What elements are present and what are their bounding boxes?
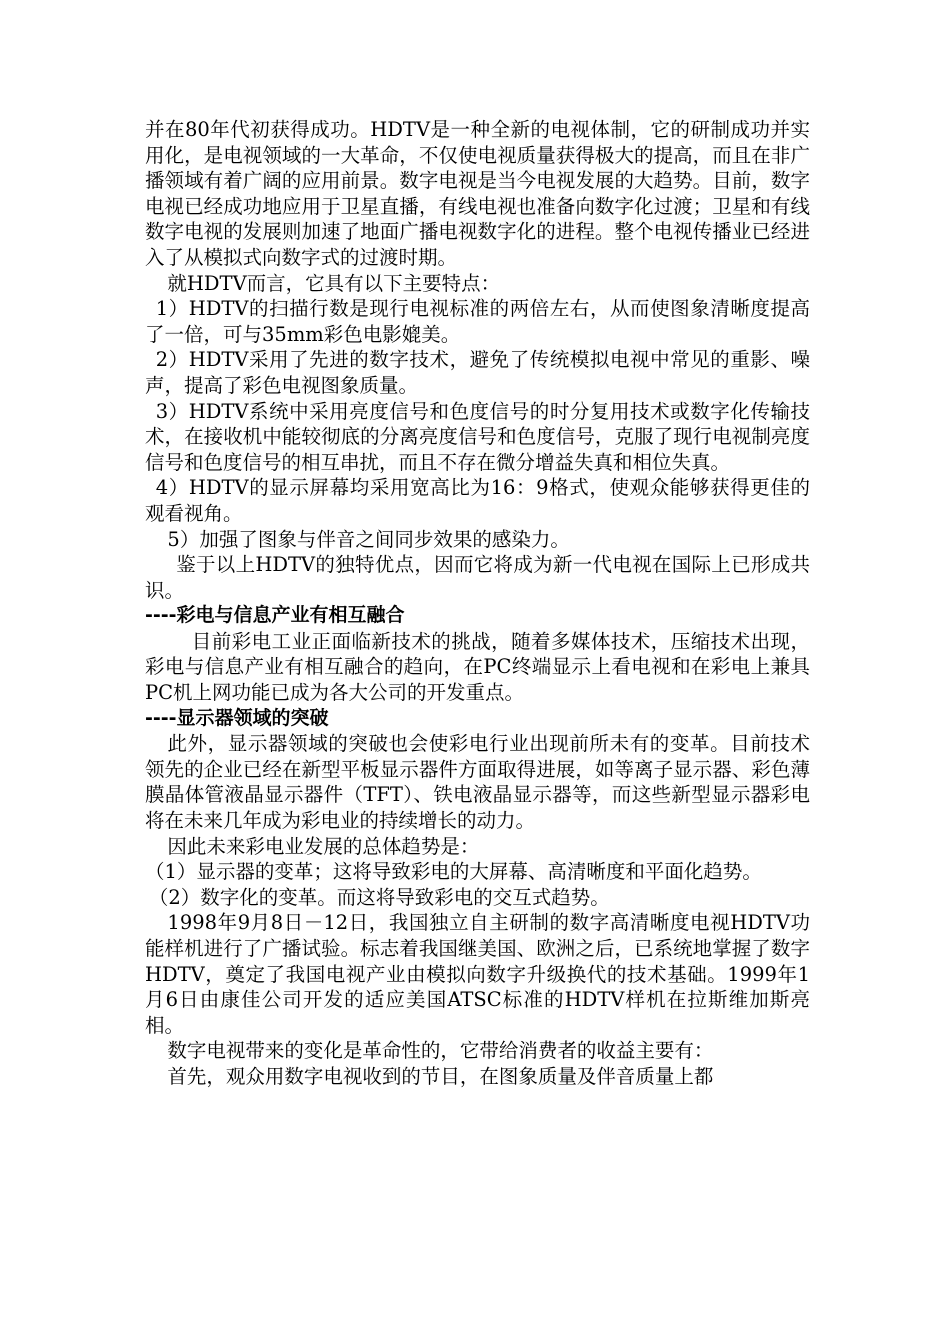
paragraph: 1998年9月8日－12日，我国独立自主研制的数字高清晰度电视HDTV功能样机进行了广播试验。标志着我国继美国、欧洲之后，已系统地掌握了数字HDTV，奠定了我国电视产业由模拟向数字升级换代的技术基础。1999年1月6日由康佳公司开发的适应美国ATSC标准的HDTV样机在拉斯维加斯亮相。 xyxy=(145,911,810,1037)
paragraph: 数字电视带来的变化是革命性的，它带给消费者的收益主要有： xyxy=(167,1039,714,1063)
paragraph: 并在80年代初获得成功。HDTV是一种全新的电视体制，它的研制成功并实用化，是电视领域的一大革命，不仅使电视质量获得极大的提高，而且在非广播领域有着广阔的应用前景。数字电视是当今电视发展的大趋势。目前，数字电视已经成功地应用于卫星直播，有线电视也准备向数字化过渡；卫星和有线数字电视的发展则加速了地面广播电视数字化的进程。整个电视传播业已经进入了从模拟式向数字式的过渡时期。 xyxy=(145,118,810,269)
paragraph: 鉴于以上HDTV的独特优点，因而它将成为新一代电视在国际上已形成共识。 xyxy=(145,553,810,602)
document-page xyxy=(145,117,810,1090)
paragraph: 首先，观众用数字电视收到的节目，在图象质量及伴音质量上都 xyxy=(167,1064,714,1088)
paragraph: 因此未来彩电业发展的总体趋势是： xyxy=(167,834,480,858)
list-item: （2）数字化的变革。而这将导致彩电的交互式趋势。 xyxy=(148,885,610,909)
list-item: 3）HDTV系统中采用亮度信号和色度信号的时分复用技术或数字化传输技术，在接收机中能较彻底的分离亮度信号和色度信号，克服了现行电视制亮度信号和色度信号的相互串扰，而且不存在微分增益失真和相位失真。 xyxy=(145,399,810,474)
paragraph: 此外，显示器领域的突破也会使彩电行业出现前所未有的变革。目前技术领先的企业已经在新型平板显示器件方面取得进展，如等离子显示器、彩色薄膜晶体管液晶显示器件（TFT）、铁电液晶显示器等，而这些新型显示器彩电将在未来几年成为彩电业的持续增长的动力。 xyxy=(145,732,810,833)
list-item: 5）加强了图象与伴音之间同步效果的感染力。 xyxy=(167,527,570,551)
list-item: 1）HDTV的扫描行数是现行电视标准的两倍左右，从而使图象清晰度提高了一倍，可与35mm彩色电影媲美。 xyxy=(145,297,810,346)
section-heading: ----显示器领域的突破 xyxy=(145,706,329,729)
list-item: 2）HDTV采用了先进的数字技术，避免了传统模拟电视中常见的重影、噪声，提高了彩色电视图象质量。 xyxy=(145,348,810,397)
list-item: （1）显示器的变革；这将导致彩电的大屏幕、高清晰度和平面化趋势。 xyxy=(145,860,762,884)
paragraph: 就HDTV而言，它具有以下主要特点： xyxy=(167,271,501,295)
section-heading: ----彩电与信息产业有相互融合 xyxy=(145,604,405,627)
list-item: 4）HDTV的显示屏幕均采用宽高比为16：9格式，使观众能够获得更佳的观看视角。 xyxy=(145,476,810,525)
paragraph: 目前彩电工业正面临新技术的挑战，随着多媒体技术，压缩技术出现，彩电与信息产业有相互融合的趋向，在PC终端显示上看电视和在彩电上兼具PC机上网功能已成为各大公司的开发重点。 xyxy=(145,629,810,705)
